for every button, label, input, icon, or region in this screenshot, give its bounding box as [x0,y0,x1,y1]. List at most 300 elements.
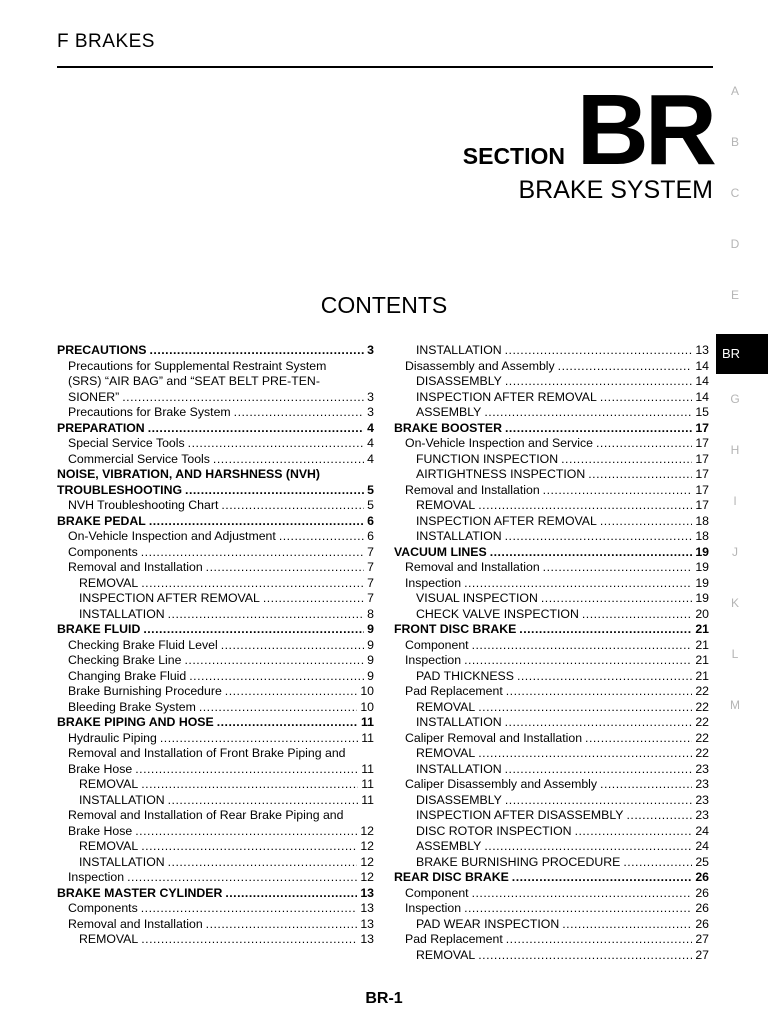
toc-entry-page: 22 [695,699,709,714]
toc-entry[interactable] [394,731,709,747]
toc-entry-page: 22 [695,730,709,745]
toc-entry-page: 25 [695,854,709,869]
toc-entry[interactable] [394,591,709,607]
toc-entry[interactable] [57,607,374,623]
toc-entry-label: On-Vehicle Inspection and Service [405,436,593,450]
toc-entry-page: 17 [695,420,709,435]
toc-entry-page: 13 [360,885,374,900]
section-tab-br[interactable] [716,334,768,374]
section-tab-d[interactable] [716,237,754,251]
toc-leader-dots [221,498,364,514]
toc-leader-dots [234,405,364,421]
section-tab-h[interactable] [716,443,754,457]
toc-leader-dots [505,529,693,545]
toc-leader-dots [600,514,692,530]
toc-entry-label: Inspection [68,870,125,884]
toc-entry-label: BRAKE PEDAL [57,513,146,528]
toc-leader-dots [478,498,692,514]
toc-entry[interactable] [394,374,709,390]
toc-entry-label: Checking Brake Fluid Level [68,637,218,652]
toc-leader-dots [588,467,692,483]
toc-leader-dots [478,948,692,964]
section-tab-i[interactable] [716,494,754,508]
section-tab-label: A [730,84,739,98]
toc-entry-page: 19 [695,575,709,590]
toc-entry[interactable] [394,545,709,561]
toc-leader-dots [490,545,693,561]
toc-leader-dots [225,684,358,700]
toc-entry[interactable] [394,467,709,483]
toc-entry-page: 7 [367,575,374,590]
toc-entry-page: 14 [695,374,709,388]
toc-entry-page: 11 [361,761,374,776]
toc-leader-dots [484,839,692,855]
toc-entry-page: 10 [360,684,374,698]
toc-leader-dots [135,762,358,778]
toc-leader-dots [575,824,693,840]
toc-entry[interactable] [57,762,374,778]
toc-entry-label: DISASSEMBLY [416,374,502,388]
toc-entry-page: 20 [695,606,709,621]
toc-right-column [394,343,709,963]
toc-entry-page: 7 [367,560,374,574]
section-tab-a[interactable] [716,84,754,98]
toc-entry-label: REMOVAL [79,839,139,853]
toc-entry-page: 21 [695,637,709,652]
toc-entry-page: 4 [367,451,374,466]
toc-entry[interactable] [57,359,374,375]
toc-entry-label: INSTALLATION [416,529,502,543]
toc-entry-label: BRAKE PIPING AND HOSE [57,715,214,729]
toc-leader-dots [562,917,692,933]
toc-entry[interactable] [394,886,709,902]
toc-entry-label: Components [68,901,138,915]
toc-entry-page: 22 [695,746,709,760]
toc-entry-label: BRAKE BOOSTER [394,420,502,435]
toc-entry-page: 6 [367,529,374,543]
toc-entry-page: 13 [360,932,374,946]
toc-left-column [57,343,374,948]
toc-entry[interactable] [394,762,709,778]
toc-entry[interactable] [394,576,709,592]
toc-entry-label: Inspection [405,901,462,915]
toc-entry[interactable] [394,653,709,669]
toc-leader-dots [505,715,693,731]
toc-entry-page: 22 [695,715,709,729]
toc-leader-dots [472,638,693,654]
toc-leader-dots [543,560,693,576]
toc-entry-page: 13 [360,916,374,931]
toc-entry-page: 15 [695,405,709,419]
toc-entry-label: AIRTIGHTNESS INSPECTION [416,467,586,481]
toc-leader-dots [506,932,693,948]
toc-entry[interactable] [394,436,709,452]
section-tab-label: BR [722,346,741,361]
toc-entry[interactable] [394,483,709,499]
toc-entry-label: VISUAL INSPECTION [416,591,538,605]
toc-entry-page: 4 [367,420,374,435]
toc-entry-page: 12 [360,870,374,884]
toc-entry-page: 27 [695,932,709,946]
toc-entry[interactable] [57,545,374,561]
toc-entry[interactable] [57,514,374,530]
toc-entry[interactable] [394,839,709,855]
toc-entry-label: TROUBLESHOOTING [57,482,183,497]
toc-leader-dots [168,793,359,809]
toc-leader-dots [505,421,692,437]
toc-entry[interactable] [57,591,374,607]
toc-leader-dots [279,529,364,545]
toc-leader-dots [143,622,364,638]
toc-leader-dots [600,777,692,793]
toc-entry[interactable] [394,932,709,948]
toc-entry-label: REMOVAL [416,498,476,512]
toc-entry[interactable] [57,917,374,933]
toc-entry-page: 23 [695,777,709,791]
toc-leader-dots [543,483,693,499]
toc-leader-dots [505,793,692,809]
toc-entry-label: REMOVAL [79,575,139,590]
toc-entry-page: 12 [360,854,374,869]
section-tab-j[interactable] [716,545,754,559]
section-tab-label: M [730,698,740,712]
toc-entry-label: INSPECTION AFTER DISASSEMBLY [416,808,624,822]
toc-entry[interactable] [394,343,709,359]
toc-leader-dots [141,901,358,917]
toc-entry-label: REMOVAL [79,777,139,791]
toc-entry[interactable] [57,421,374,437]
toc-entry-page: 23 [695,761,709,776]
toc-entry-page: 12 [360,839,374,853]
toc-entry-label: Removal and Installation of Rear Brake Piping and [68,808,344,822]
toc-entry-label: INSTALLATION [416,761,502,776]
toc-leader-dots [558,359,693,375]
toc-entry-label: INSTALLATION [416,715,502,729]
section-tab-label: I [733,494,737,508]
toc-entry[interactable] [394,607,709,623]
toc-entry-label: PRECAUTIONS [57,343,147,357]
toc-entry-page: 18 [695,529,709,543]
toc-entry-page: 3 [367,405,374,419]
toc-leader-dots [464,576,692,592]
toc-entry-label: FRONT DISC BRAKE [394,622,517,636]
toc-entry-label: Removal and Installation [68,916,203,931]
toc-entry-page: 11 [361,792,374,807]
toc-entry-page: 12 [360,823,374,838]
toc-entry[interactable] [394,901,709,917]
toc-entry[interactable] [57,715,374,731]
toc-entry-label: Component [405,885,469,900]
toc-leader-dots [600,390,692,406]
toc-entry-label: PAD WEAR INSPECTION [416,916,560,931]
toc-entry-label: Inspection [405,653,462,667]
toc-entry[interactable] [394,870,709,886]
toc-leader-dots [561,452,692,468]
toc-entry-label: Caliper Removal and Installation [405,730,583,745]
toc-entry[interactable] [394,684,709,700]
toc-entry-label: Removal and Installation [405,482,540,497]
toc-entry[interactable] [394,638,709,654]
toc-entry-label: Disassembly and Assembly [405,358,555,373]
toc-entry-label: Bleeding Brake System [68,699,196,714]
toc-leader-dots [189,669,364,685]
toc-entry-page: 26 [695,916,709,931]
toc-entry-page: 18 [695,513,709,528]
toc-leader-dots [141,932,357,948]
toc-entry-label: Hydraulic Piping [68,730,157,745]
toc-leader-dots [472,886,693,902]
toc-entry-page: 14 [695,389,709,404]
toc-entry-label: Pad Replacement [405,684,503,698]
toc-entry[interactable] [57,405,374,421]
toc-entry-label: NVH Troubleshooting Chart [68,498,219,512]
toc-entry-page: 23 [695,808,709,822]
toc-entry[interactable] [57,452,374,468]
toc-entry[interactable] [57,886,374,902]
toc-entry[interactable] [57,483,374,499]
toc-entry[interactable] [394,808,709,824]
toc-entry[interactable] [394,359,709,375]
toc-leader-dots [225,886,357,902]
toc-entry[interactable] [57,638,374,654]
toc-entry[interactable] [57,343,374,359]
toc-leader-dots [627,808,693,824]
toc-entry[interactable] [57,746,374,762]
toc-entry[interactable] [394,777,709,793]
toc-entry[interactable] [57,560,374,576]
toc-entry-page: 19 [695,591,709,605]
toc-entry[interactable] [57,839,374,855]
toc-entry-page: 9 [367,668,374,683]
section-tab-k[interactable] [716,596,754,610]
toc-leader-dots [541,591,692,607]
toc-entry-label: FUNCTION INSPECTION [416,451,559,466]
toc-entry[interactable] [394,824,709,840]
toc-entry[interactable] [394,514,709,530]
toc-entry[interactable] [394,855,709,871]
toc-entry[interactable] [394,560,709,576]
toc-entry[interactable] [57,467,374,483]
toc-entry[interactable] [57,653,374,669]
toc-entry-page: 9 [367,653,374,667]
toc-leader-dots [160,731,358,747]
toc-entry-page: 13 [360,901,374,915]
toc-entry[interactable] [57,700,374,716]
toc-entry[interactable] [394,622,709,638]
section-tab-g[interactable] [716,392,754,406]
toc-entry[interactable] [57,808,374,824]
toc-entry[interactable] [394,405,709,421]
toc-entry-page: 26 [695,885,709,900]
toc-leader-dots [478,700,692,716]
toc-entry-page: 4 [367,436,374,450]
toc-entry-label: Components [68,544,138,559]
toc-entry-label: CHECK VALVE INSPECTION [416,606,579,621]
toc-leader-dots [623,855,692,871]
toc-entry-page: 22 [695,684,709,698]
toc-entry-page: 21 [695,653,709,667]
toc-entry-page: 26 [695,901,709,915]
toc-leader-dots [185,483,364,499]
section-tab-c[interactable] [716,186,754,200]
toc-entry-label: VACUUM LINES [394,544,487,559]
toc-entry[interactable] [394,700,709,716]
toc-entry[interactable] [394,669,709,685]
toc-entry[interactable] [394,917,709,933]
toc-entry[interactable] [57,777,374,793]
toc-entry[interactable] [57,824,374,840]
toc-entry-label: NOISE, VIBRATION, AND HARSHNESS (NVH) [57,467,321,481]
toc-entry-page: 21 [695,668,709,683]
toc-entry-label: Inspection [405,575,462,590]
toc-entry-page: 3 [367,343,374,357]
toc-entry-page: 19 [695,560,709,574]
toc-entry-label: INSTALLATION [79,606,165,621]
toc-leader-dots [127,870,357,886]
toc-entry-label: On-Vehicle Inspection and Adjustment [68,529,276,543]
toc-entry[interactable] [394,746,709,762]
toc-entry[interactable] [394,421,709,437]
toc-entry-label: Pad Replacement [405,932,503,946]
toc-entry-label: BRAKE BURNISHING PROCEDURE [416,854,621,869]
toc-leader-dots [148,421,364,437]
toc-entry-label: PAD THICKNESS [416,668,514,683]
toc-entry[interactable] [57,684,374,700]
section-tab-b[interactable] [716,135,754,149]
toc-leader-dots [206,560,364,576]
toc-entry-label: Caliper Disassembly and Assembly [405,777,598,791]
toc-leader-dots [519,622,692,638]
toc-entry[interactable] [57,855,374,871]
toc-leader-dots [184,653,364,669]
toc-leader-dots [188,436,365,452]
toc-entry-label: INSTALLATION [79,854,165,869]
toc-entry-label: INSPECTION AFTER REMOVAL [416,389,597,404]
toc-leader-dots [122,390,364,406]
toc-entry[interactable] [57,436,374,452]
toc-entry[interactable] [394,948,709,964]
toc-entry-page: 9 [367,637,374,652]
section-tab-label: C [730,186,740,200]
contents-title: CONTENTS [320,292,448,318]
toc-entry-label: Brake Hose [68,823,133,838]
section-tab-m[interactable] [716,698,754,712]
toc-entry[interactable] [394,390,709,406]
toc-entry-label: Precautions for Supplemental Restraint System [68,358,327,373]
toc-entry-label: Brake Hose [68,761,133,776]
toc-leader-dots [505,374,692,390]
toc-entry[interactable] [394,498,709,514]
toc-entry-label: REMOVAL [79,932,139,946]
toc-entry[interactable] [394,452,709,468]
toc-entry-label: Brake Burnishing Procedure [68,684,222,698]
toc-leader-dots [141,777,358,793]
toc-leader-dots [199,700,357,716]
toc-entry[interactable] [57,576,374,592]
toc-leader-dots [478,746,692,762]
toc-entry-page: 27 [695,947,709,962]
header-divider [57,66,713,68]
toc-entry-label: DISASSEMBLY [416,792,502,807]
toc-entry-page: 11 [361,777,374,791]
toc-entry[interactable] [57,870,374,886]
section-group-header: F BRAKES [57,31,155,52]
toc-entry-page: 24 [695,839,709,853]
toc-entry-label: Removal and Installation [405,560,540,574]
section-tab-label: J [732,545,738,559]
section-tab-e[interactable] [716,288,754,302]
toc-leader-dots [596,436,692,452]
toc-leader-dots [464,901,692,917]
toc-entry[interactable] [394,529,709,545]
toc-entry[interactable] [57,901,374,917]
toc-entry-page: 10 [360,699,374,714]
toc-entry-page: 6 [367,513,374,528]
toc-entry[interactable] [57,390,374,406]
toc-entry[interactable] [57,669,374,685]
toc-entry-label: Removal and Installation [68,560,203,574]
section-title: BRAKE SYSTEM [518,176,713,204]
toc-leader-dots [149,514,364,530]
toc-entry-label: ASSEMBLY [416,405,482,419]
toc-entry-label: ASSEMBLY [416,839,482,853]
toc-entry[interactable] [57,932,374,948]
toc-entry-page: 17 [695,436,709,450]
toc-leader-dots [150,343,365,359]
toc-entry-label: Special Service Tools [68,436,185,450]
toc-entry[interactable] [394,793,709,809]
toc-entry-label: Removal and Installation of Front Brake Piping and [68,746,346,760]
toc-entry[interactable] [57,498,374,514]
toc-entry[interactable] [394,715,709,731]
toc-entry[interactable] [57,793,374,809]
toc-entry-page: 11 [361,715,374,729]
toc-entry-label: REMOVAL [416,746,476,760]
toc-leader-dots [484,405,692,421]
toc-entry-page: 9 [367,622,374,636]
toc-entry[interactable] [57,529,374,545]
toc-entry-page: 17 [695,467,709,481]
toc-entry[interactable] [57,622,374,638]
toc-entry-label: REMOVAL [416,947,476,962]
toc-leader-dots [464,653,692,669]
toc-leader-dots [506,684,693,700]
toc-leader-dots [263,591,364,607]
toc-entry-label: Commercial Service Tools [68,451,210,466]
toc-entry-page: 17 [695,498,709,512]
toc-entry-page: 23 [695,792,709,807]
toc-entry[interactable] [57,374,374,390]
toc-leader-dots [206,917,358,933]
toc-entry-label: INSPECTION AFTER REMOVAL [79,591,260,605]
section-code: BR [576,74,713,186]
toc-entry-page: 3 [367,389,374,404]
toc-entry-page: 5 [367,482,374,497]
toc-leader-dots [221,638,364,654]
toc-entry-label: Component [405,637,469,652]
toc-entry[interactable] [57,731,374,747]
toc-leader-dots [141,839,357,855]
toc-leader-dots [512,870,693,886]
toc-entry-page: 17 [695,451,709,466]
toc-leader-dots [217,715,358,731]
section-tab-l[interactable] [716,647,754,661]
toc-entry-page: 7 [367,544,374,559]
toc-entry-page: 8 [367,606,374,621]
toc-entry-label: BRAKE MASTER CYLINDER [57,885,223,900]
toc-leader-dots [585,731,692,747]
toc-entry-label: SIONER” [68,389,120,404]
